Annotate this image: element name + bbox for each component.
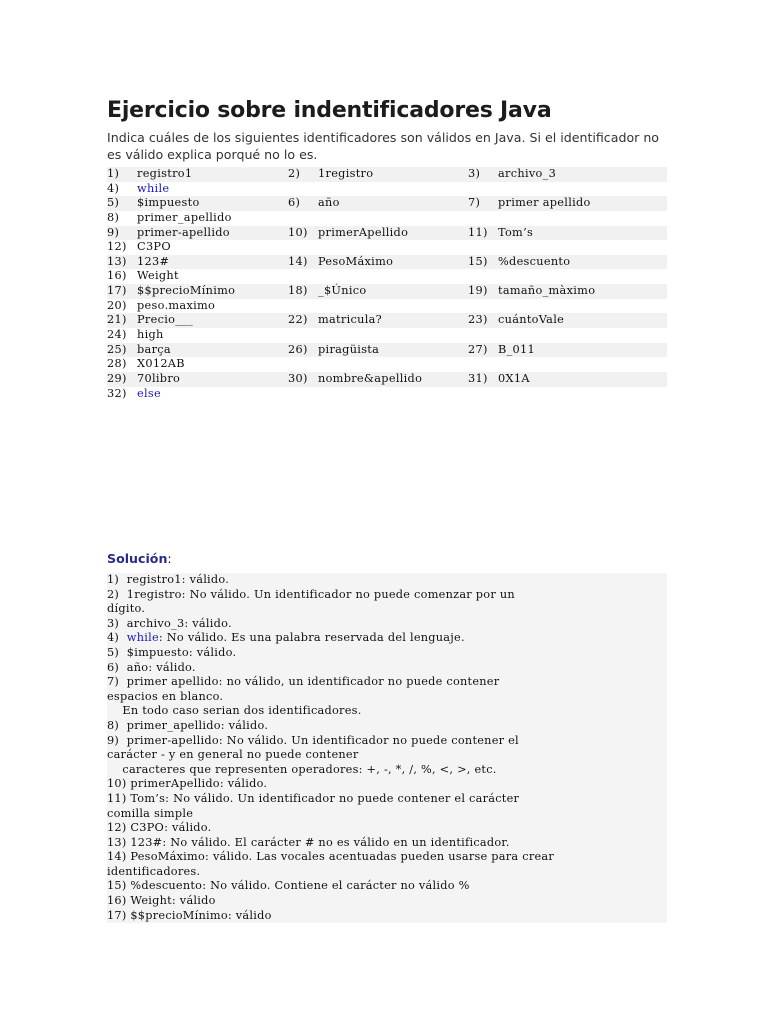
identifier-item bbox=[468, 372, 530, 387]
identifier-text: $impuesto bbox=[137, 196, 200, 210]
identifier-text: X012AB bbox=[137, 357, 185, 371]
identifier-item bbox=[107, 328, 164, 343]
identifier-item bbox=[107, 269, 179, 284]
item-number: 30) bbox=[288, 371, 308, 385]
solution-line: dígito. bbox=[107, 602, 146, 616]
solution-line: 16) Weight: válido bbox=[107, 894, 216, 908]
item-number: 27) bbox=[468, 342, 488, 356]
item-number: 19) bbox=[468, 284, 488, 298]
solution-line: 8) primer_apellido: válido. bbox=[107, 718, 269, 732]
solution-line: carácter - y en general no puede contener bbox=[107, 748, 359, 762]
item-number: 26) bbox=[288, 342, 308, 356]
item-number: 15) bbox=[468, 254, 488, 268]
page-title: Ejercicio sobre indentificadores Java bbox=[107, 98, 552, 123]
identifier-text: matricula? bbox=[318, 313, 383, 327]
solution-line: 6) año: válido. bbox=[107, 660, 196, 674]
identifier-item bbox=[107, 299, 215, 314]
identifier-row bbox=[107, 387, 667, 402]
identifier-text: nombre&apellido bbox=[318, 371, 423, 385]
item-number: 2) bbox=[288, 167, 301, 180]
identifier-row bbox=[107, 196, 667, 211]
item-number: 12) bbox=[107, 240, 127, 254]
solution-line: 5) $impuesto: válido. bbox=[107, 645, 237, 659]
identifier-item bbox=[107, 255, 169, 270]
identifier-item bbox=[288, 284, 366, 299]
identifier-item bbox=[107, 196, 200, 211]
item-number: 20) bbox=[107, 298, 127, 312]
item-number: 9) bbox=[107, 225, 120, 239]
identifier-item bbox=[468, 167, 556, 182]
item-number: 6) bbox=[288, 196, 301, 210]
identifier-row bbox=[107, 211, 667, 226]
solution-line: 17) $$precioMínimo: válido bbox=[107, 908, 272, 922]
identifier-item bbox=[288, 167, 373, 182]
identifier-text: archivo_3 bbox=[498, 167, 557, 180]
solution-heading bbox=[107, 551, 172, 566]
item-number: 16) bbox=[107, 269, 127, 283]
solution-line: identificadores. bbox=[107, 864, 201, 878]
identifier-item bbox=[468, 284, 595, 299]
identifier-item bbox=[107, 387, 161, 402]
item-number: 13) bbox=[107, 254, 127, 268]
identifier-text: Tom’s bbox=[498, 225, 534, 239]
item-number: 24) bbox=[107, 328, 127, 342]
item-number: 5) bbox=[107, 196, 120, 210]
identifier-text: peso.maximo bbox=[137, 298, 216, 312]
identifier-item bbox=[107, 182, 169, 197]
identifier-row bbox=[107, 313, 667, 328]
solution-line: 15) %descuento: No válido. Contiene el carácter no válido % bbox=[107, 879, 470, 893]
item-number: 1) bbox=[107, 167, 120, 180]
identifier-text: $$precioMínimo bbox=[137, 284, 236, 298]
solution-block bbox=[107, 573, 667, 923]
identifier-text: %descuento bbox=[498, 254, 571, 268]
identifier-text: cuántoVale bbox=[498, 313, 565, 327]
item-number: 25) bbox=[107, 342, 127, 356]
identifier-text: barça bbox=[137, 342, 171, 356]
solution-line: 10) primerApellido: válido. bbox=[107, 777, 268, 791]
item-number: 14) bbox=[288, 254, 308, 268]
solution-line: 9) primer-apellido: No válido. Un identificador no puede contener el bbox=[107, 733, 519, 747]
identifier-text: 1registro bbox=[318, 167, 374, 180]
identifier-item bbox=[288, 343, 379, 358]
identifier-text: C3PO bbox=[137, 240, 171, 254]
identifier-text: 70libro bbox=[137, 371, 181, 385]
identifier-list bbox=[107, 167, 667, 401]
identifier-row bbox=[107, 328, 667, 343]
item-number: 28) bbox=[107, 357, 127, 371]
identifier-item bbox=[468, 226, 533, 241]
identifier-text: piragüista bbox=[318, 342, 380, 356]
identifier-text: 123# bbox=[137, 254, 170, 268]
identifier-item bbox=[288, 196, 340, 211]
identifier-row bbox=[107, 182, 667, 197]
solution-label: Solución bbox=[107, 551, 168, 566]
solution-line: comilla simple bbox=[107, 806, 194, 820]
identifier-row bbox=[107, 284, 667, 299]
identifier-item bbox=[107, 372, 180, 387]
identifier-text: Weight bbox=[137, 269, 179, 283]
identifier-text: Precio___ bbox=[137, 313, 194, 327]
identifier-item bbox=[468, 255, 570, 270]
identifier-row bbox=[107, 269, 667, 284]
keyword-highlight: while bbox=[126, 631, 159, 645]
identifier-row bbox=[107, 226, 667, 241]
identifier-row bbox=[107, 255, 667, 270]
identifier-item bbox=[107, 343, 171, 358]
identifier-text: else bbox=[137, 386, 161, 400]
identifier-text: while bbox=[137, 181, 170, 195]
identifier-text: PesoMáximo bbox=[318, 254, 394, 268]
item-number: 22) bbox=[288, 313, 308, 327]
item-number: 8) bbox=[107, 210, 120, 224]
identifier-text: primerApellido bbox=[318, 225, 409, 239]
solution-line: 14) PesoMáximo: válido. Las vocales acentuadas pueden usarse para crear bbox=[107, 850, 555, 864]
item-number: 11) bbox=[468, 225, 488, 239]
item-number: 17) bbox=[107, 284, 127, 298]
identifier-text: tamaño_màximo bbox=[498, 284, 596, 298]
identifier-item bbox=[107, 284, 235, 299]
identifier-row bbox=[107, 343, 667, 358]
identifier-text: primer-apellido bbox=[137, 225, 230, 239]
identifier-text: año bbox=[318, 196, 340, 210]
item-number: 21) bbox=[107, 313, 127, 327]
identifier-row bbox=[107, 299, 667, 314]
item-number: 18) bbox=[288, 284, 308, 298]
identifier-row bbox=[107, 167, 667, 182]
identifier-item bbox=[288, 255, 393, 270]
identifier-text: B_011 bbox=[498, 342, 536, 356]
identifier-text: primer_apellido bbox=[137, 210, 232, 224]
item-number: 4) bbox=[107, 181, 120, 195]
identifier-row bbox=[107, 372, 667, 387]
identifier-item bbox=[288, 226, 408, 241]
solution-line: 2) 1registro: No válido. Un identificador no puede comenzar por un bbox=[107, 587, 515, 601]
solution-line: 4) while: No válido. Es una palabra reservada del lenguaje. bbox=[107, 631, 465, 645]
identifier-row bbox=[107, 240, 667, 255]
identifier-item bbox=[468, 313, 564, 328]
item-number: 32) bbox=[107, 386, 127, 400]
identifier-text: high bbox=[137, 328, 164, 342]
identifier-text: _$Único bbox=[318, 284, 367, 298]
solution-line: 1) registro1: válido. bbox=[107, 573, 230, 586]
solution-line: 11) Tom’s: No válido. Un identificador no puede contener el carácter bbox=[107, 791, 520, 805]
item-number: 3) bbox=[468, 167, 481, 180]
solution-line: 7) primer apellido: no válido, un identificador no puede contener bbox=[107, 675, 500, 689]
identifier-text: primer apellido bbox=[498, 196, 591, 210]
solution-line: caracteres que representen operadores: +, -, *, /, %, <, >, etc. bbox=[107, 762, 497, 776]
identifier-text: registro1 bbox=[137, 167, 193, 180]
item-number: 23) bbox=[468, 313, 488, 327]
identifier-row bbox=[107, 357, 667, 372]
item-number: 31) bbox=[468, 371, 488, 385]
identifier-item bbox=[107, 313, 193, 328]
item-number: 10) bbox=[288, 225, 308, 239]
solution-line: 12) C3PO: válido. bbox=[107, 821, 212, 835]
identifier-item bbox=[107, 357, 185, 372]
item-number: 7) bbox=[468, 196, 481, 210]
solution-line: 13) 123#: No válido. El carácter # no es válido en un identificador. bbox=[107, 835, 510, 849]
identifier-text: 0X1A bbox=[498, 371, 530, 385]
identifier-item bbox=[468, 196, 591, 211]
identifier-item bbox=[107, 240, 171, 255]
solution-line: espacios en blanco. bbox=[107, 689, 224, 703]
identifier-item bbox=[288, 313, 382, 328]
solution-line: En todo caso serian dos identificadores. bbox=[107, 704, 362, 718]
solution-line: 3) archivo_3: válido. bbox=[107, 616, 232, 630]
identifier-item bbox=[107, 226, 230, 241]
identifier-item bbox=[107, 167, 192, 182]
identifier-item bbox=[468, 343, 535, 358]
exercise-intro: Indica cuáles de los siguientes identificadores son válidos en Java. Si el identificador no es válido explica porqué no lo es. bbox=[107, 130, 660, 162]
identifier-item bbox=[107, 211, 232, 226]
identifier-item bbox=[288, 372, 422, 387]
solution-colon: : bbox=[167, 551, 172, 566]
item-number: 29) bbox=[107, 371, 127, 385]
